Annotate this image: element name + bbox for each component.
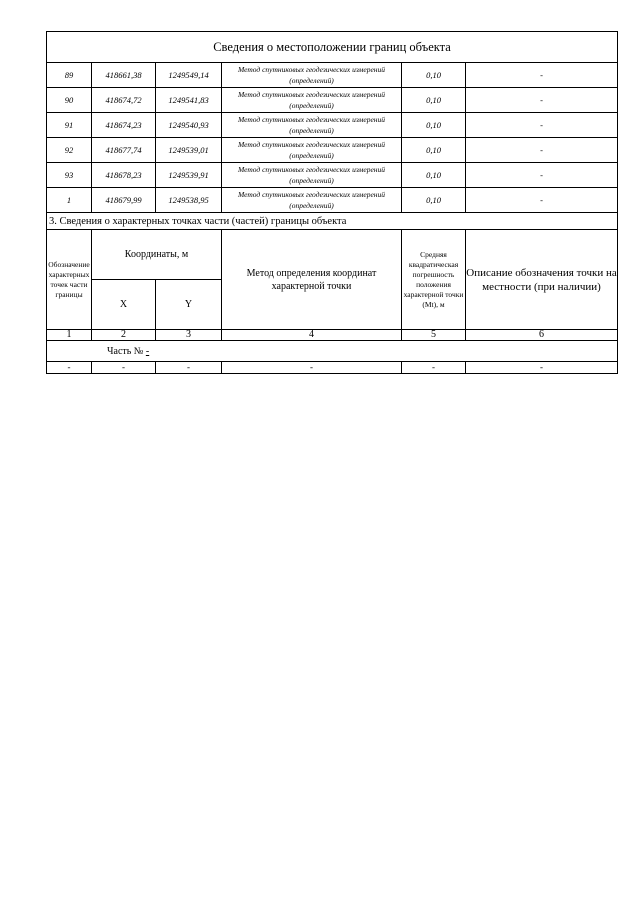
table-row xyxy=(47,88,618,113)
table-row xyxy=(47,113,618,138)
method-cell: Метод спутниковых геодезических измерений (определений) xyxy=(222,163,402,188)
desc-cell: - xyxy=(466,163,618,188)
point-number: 1 xyxy=(47,188,92,213)
header-desc: Описание обозначения точки на местности (при наличии) xyxy=(466,230,618,330)
method-cell: Метод спутниковых геодезических измерений (определений) xyxy=(222,88,402,113)
table-row xyxy=(47,188,618,213)
point-number: 93 xyxy=(47,163,92,188)
desc-cell: - xyxy=(466,138,618,163)
header-y: Y xyxy=(156,280,222,330)
coord-x: 418679,99 xyxy=(92,188,156,213)
part-number: - xyxy=(145,345,150,357)
coord-x: 418678,23 xyxy=(92,163,156,188)
error-cell: 0,10 xyxy=(402,188,466,213)
desc-cell: - xyxy=(466,88,618,113)
col-number: 4 xyxy=(222,330,402,341)
coord-y: 1249539,91 xyxy=(156,163,222,188)
section-3-title: 3. Сведения о характерных точках части (частей) границы объекта xyxy=(47,213,618,230)
table-title: Сведения о местоположении границ объекта xyxy=(47,32,618,63)
table-row xyxy=(47,138,618,163)
col-number: 5 xyxy=(402,330,466,341)
error-cell: 0,10 xyxy=(402,113,466,138)
coord-x: 418674,72 xyxy=(92,88,156,113)
empty-cell: - xyxy=(47,362,92,374)
header-point: Обозначение характерных точек части границы xyxy=(47,230,92,330)
part-label: Часть № - xyxy=(47,341,618,362)
point-number: 91 xyxy=(47,113,92,138)
point-number: 92 xyxy=(47,138,92,163)
header-x: X xyxy=(92,280,156,330)
empty-cell: - xyxy=(222,362,402,374)
error-cell: 0,10 xyxy=(402,163,466,188)
coord-x: 418674,23 xyxy=(92,113,156,138)
col-number: 6 xyxy=(466,330,618,341)
header-error: Средняя квадратическая погрешность положения характерной точки (Mt), м xyxy=(402,230,466,330)
desc-cell: - xyxy=(466,113,618,138)
header-coords: Координаты, м xyxy=(92,230,222,280)
method-cell: Метод спутниковых геодезических измерений (определений) xyxy=(222,138,402,163)
col-number: 3 xyxy=(156,330,222,341)
coord-y: 1249538,95 xyxy=(156,188,222,213)
col-number: 2 xyxy=(92,330,156,341)
coord-y: 1249549,14 xyxy=(156,63,222,88)
boundary-table xyxy=(46,31,618,374)
desc-cell: - xyxy=(466,63,618,88)
col-number: 1 xyxy=(47,330,92,341)
method-cell: Метод спутниковых геодезических измерений (определений) xyxy=(222,113,402,138)
coord-x: 418661,38 xyxy=(92,63,156,88)
method-cell: Метод спутниковых геодезических измерений (определений) xyxy=(222,63,402,88)
method-cell: Метод спутниковых геодезических измерений (определений) xyxy=(222,188,402,213)
coord-y: 1249540,93 xyxy=(156,113,222,138)
point-number: 89 xyxy=(47,63,92,88)
empty-cell: - xyxy=(402,362,466,374)
coord-y: 1249541,83 xyxy=(156,88,222,113)
empty-cell: - xyxy=(466,362,618,374)
empty-cell: - xyxy=(92,362,156,374)
error-cell: 0,10 xyxy=(402,138,466,163)
point-number: 90 xyxy=(47,88,92,113)
coord-y: 1249539,01 xyxy=(156,138,222,163)
empty-cell: - xyxy=(156,362,222,374)
table-row xyxy=(47,163,618,188)
header-method: Метод определения координат характерной точки xyxy=(222,230,402,330)
desc-cell: - xyxy=(466,188,618,213)
error-cell: 0,10 xyxy=(402,63,466,88)
error-cell: 0,10 xyxy=(402,88,466,113)
table-row xyxy=(47,63,618,88)
coord-x: 418677,74 xyxy=(92,138,156,163)
